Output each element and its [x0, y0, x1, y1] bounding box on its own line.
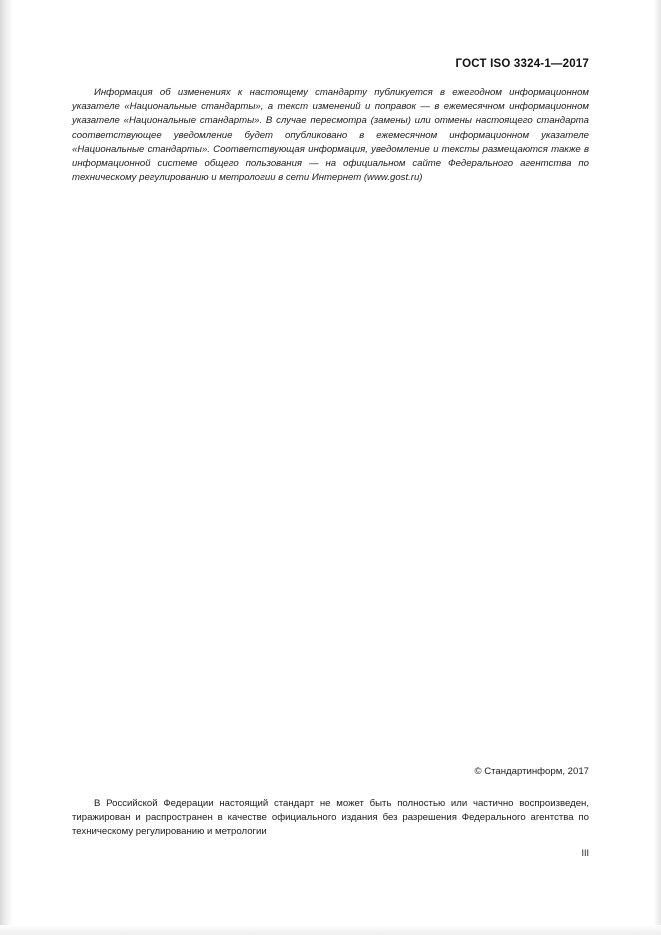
standard-designation-header: ГОСТ ISO 3324-1—2017 — [455, 58, 589, 70]
page-number: III — [581, 848, 589, 858]
amendments-notice-paragraph: Информация об изменениях к настоящему стандарту публикуется в ежегодном информационном указателе «Национальные стандарты», а текст изменений и поправок — в ежемесячном информационном указателе «Национальные стандарты». В случае пересмотра (замены) или отмены настоящего стандарта соответствующее уведомление будет опубликовано в ежемесячном информационном указателе «Национальные стандарты». Соответствующая информация, уведомление и тексты размещаются также в информационной системе общего пользования — на официальном сайте Федерального агентства по техническому регулированию и метрологии в сети Интернет (www.gost.ru) — [72, 87, 589, 184]
copyright-line: © Стандартинформ, 2017 — [474, 766, 589, 777]
reproduction-restriction-paragraph: В Российской Федерации настоящий стандарт не может быть полностью или частично воспроизведен, тиражирован и распространен в качестве официального издания без разрешения Федерального агентства по техническому регулированию и метрологии — [72, 798, 589, 838]
